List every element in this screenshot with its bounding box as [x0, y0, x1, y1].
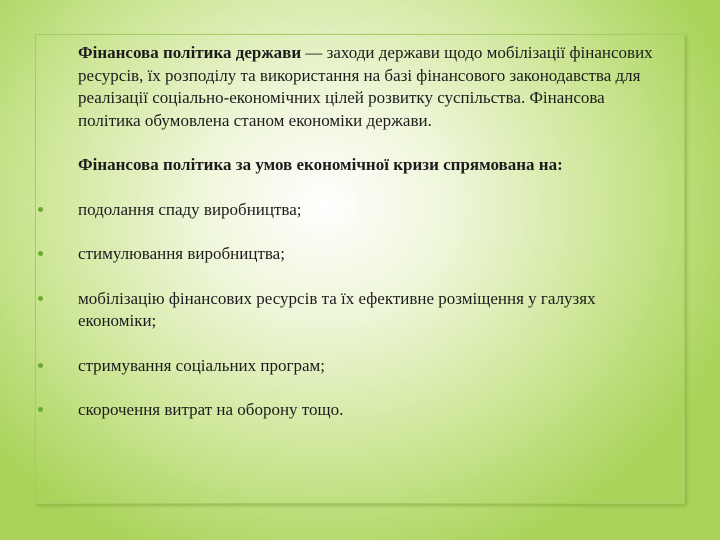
list-item-text: мобілізацію фінансових ресурсів та їх ефективне розміщення у галузях економіки;: [78, 288, 596, 330]
list-item-text: скорочення витрат на оборону тощо.: [78, 400, 344, 419]
list-item: [78, 243, 668, 266]
bullet-icon: [38, 363, 43, 368]
definition-term: Фінансова політика держави: [78, 43, 302, 62]
section-heading-text: Фінансова політика за умов економічної кризи спрямована на:: [78, 155, 563, 174]
list-item: [78, 399, 668, 422]
slide-content: [78, 42, 668, 444]
list-item-text: подолання спаду виробництва;: [78, 199, 302, 219]
list-item: [78, 288, 668, 333]
list-item-text: стримування соціальних програм;: [78, 355, 325, 375]
list-item-text: стимулювання виробництва;: [78, 244, 285, 263]
bullet-list: [78, 199, 668, 422]
bullet-icon: [38, 207, 43, 212]
definition-text: — заходи держави щодо мобілізації фінансових ресурсів, їх розподілу та використання на базі фінансового законодавства для реалізації соціально-економічних цілей розвитку суспільства. Фінансова політика обумовлена станом економіки держави.: [78, 43, 653, 130]
definition-paragraph: [78, 42, 668, 132]
bullet-icon: [38, 407, 43, 412]
bullet-icon: [38, 296, 43, 301]
list-item: [78, 199, 668, 222]
list-item: [78, 355, 668, 378]
section-heading: [78, 154, 668, 177]
bullet-icon: [38, 251, 43, 256]
